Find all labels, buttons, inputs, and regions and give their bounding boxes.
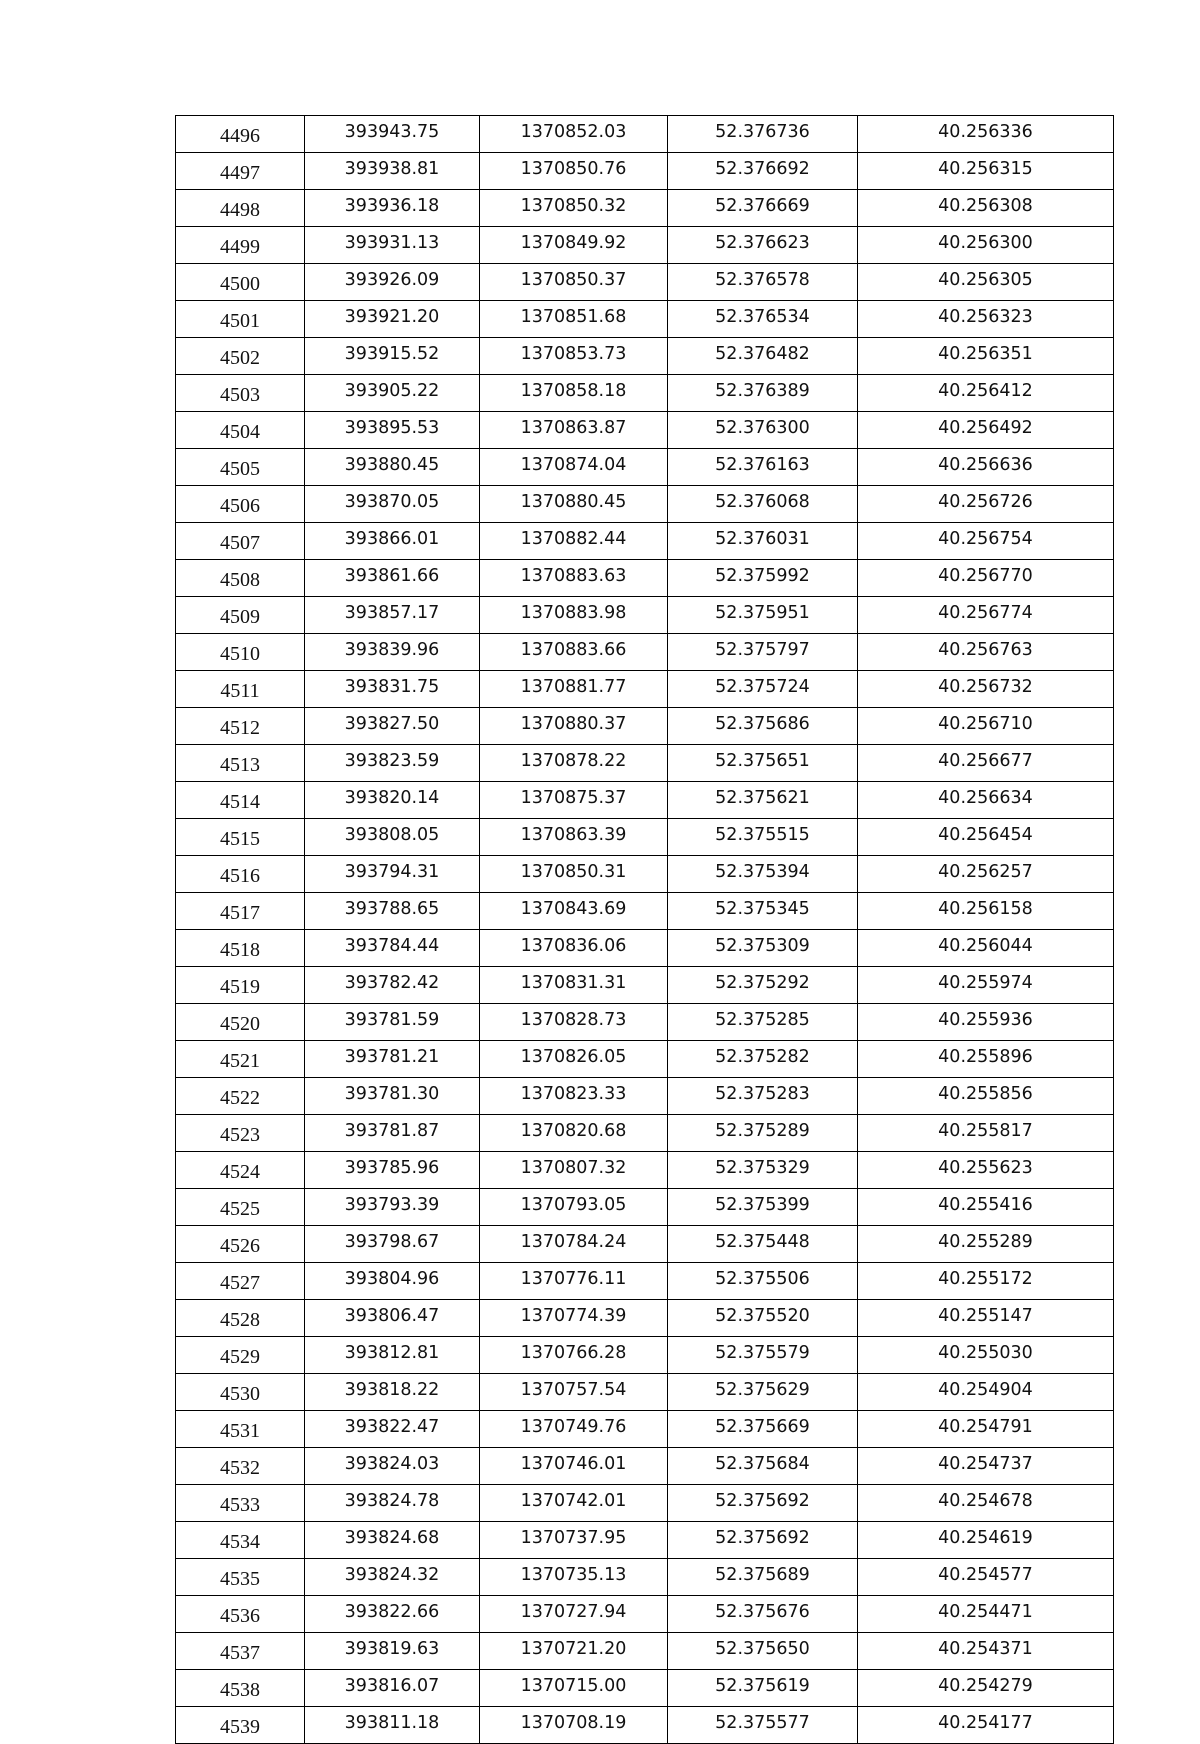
longitude-cell: 40.254791 xyxy=(858,1411,1114,1448)
longitude-cell: 40.255974 xyxy=(858,967,1114,1004)
latitude-cell: 52.375309 xyxy=(668,930,858,967)
latitude-cell: 52.375621 xyxy=(668,782,858,819)
y-coordinate-cell: 1370708.19 xyxy=(480,1707,668,1744)
latitude-cell: 52.375285 xyxy=(668,1004,858,1041)
y-coordinate-cell: 1370852.03 xyxy=(480,116,668,153)
longitude-cell: 40.254678 xyxy=(858,1485,1114,1522)
point-number-cell: 4524 xyxy=(176,1152,305,1189)
longitude-cell: 40.256323 xyxy=(858,301,1114,338)
longitude-cell: 40.256336 xyxy=(858,116,1114,153)
x-coordinate-cell: 393931.13 xyxy=(305,227,480,264)
y-coordinate-cell: 1370820.68 xyxy=(480,1115,668,1152)
longitude-cell: 40.256300 xyxy=(858,227,1114,264)
latitude-cell: 52.375520 xyxy=(668,1300,858,1337)
table-row xyxy=(176,671,1114,708)
table-row xyxy=(176,523,1114,560)
y-coordinate-cell: 1370880.45 xyxy=(480,486,668,523)
latitude-cell: 52.375629 xyxy=(668,1374,858,1411)
y-coordinate-cell: 1370843.69 xyxy=(480,893,668,930)
point-number-cell: 4538 xyxy=(176,1670,305,1707)
table-row xyxy=(176,782,1114,819)
longitude-cell: 40.254577 xyxy=(858,1559,1114,1596)
longitude-cell: 40.256774 xyxy=(858,597,1114,634)
x-coordinate-cell: 393839.96 xyxy=(305,634,480,671)
latitude-cell: 52.375394 xyxy=(668,856,858,893)
table-row xyxy=(176,1559,1114,1596)
longitude-cell: 40.254904 xyxy=(858,1374,1114,1411)
table-row xyxy=(176,1448,1114,1485)
table-row xyxy=(176,190,1114,227)
y-coordinate-cell: 1370746.01 xyxy=(480,1448,668,1485)
table-row xyxy=(176,856,1114,893)
latitude-cell: 52.376300 xyxy=(668,412,858,449)
longitude-cell: 40.255030 xyxy=(858,1337,1114,1374)
longitude-cell: 40.254619 xyxy=(858,1522,1114,1559)
latitude-cell: 52.376482 xyxy=(668,338,858,375)
y-coordinate-cell: 1370737.95 xyxy=(480,1522,668,1559)
latitude-cell: 52.375686 xyxy=(668,708,858,745)
longitude-cell: 40.256351 xyxy=(858,338,1114,375)
point-number-cell: 4510 xyxy=(176,634,305,671)
y-coordinate-cell: 1370858.18 xyxy=(480,375,668,412)
x-coordinate-cell: 393788.65 xyxy=(305,893,480,930)
table-row xyxy=(176,1633,1114,1670)
latitude-cell: 52.375650 xyxy=(668,1633,858,1670)
x-coordinate-cell: 393866.01 xyxy=(305,523,480,560)
point-number-cell: 4522 xyxy=(176,1078,305,1115)
x-coordinate-cell: 393938.81 xyxy=(305,153,480,190)
latitude-cell: 52.375579 xyxy=(668,1337,858,1374)
x-coordinate-cell: 393794.31 xyxy=(305,856,480,893)
y-coordinate-cell: 1370849.92 xyxy=(480,227,668,264)
latitude-cell: 52.375651 xyxy=(668,745,858,782)
latitude-cell: 52.375283 xyxy=(668,1078,858,1115)
table-row xyxy=(176,1041,1114,1078)
x-coordinate-cell: 393905.22 xyxy=(305,375,480,412)
y-coordinate-cell: 1370774.39 xyxy=(480,1300,668,1337)
table-row xyxy=(176,1152,1114,1189)
point-number-cell: 4499 xyxy=(176,227,305,264)
latitude-cell: 52.376534 xyxy=(668,301,858,338)
longitude-cell: 40.256636 xyxy=(858,449,1114,486)
point-number-cell: 4526 xyxy=(176,1226,305,1263)
latitude-cell: 52.375619 xyxy=(668,1670,858,1707)
y-coordinate-cell: 1370828.73 xyxy=(480,1004,668,1041)
point-number-cell: 4506 xyxy=(176,486,305,523)
y-coordinate-cell: 1370863.87 xyxy=(480,412,668,449)
y-coordinate-cell: 1370874.04 xyxy=(480,449,668,486)
longitude-cell: 40.256634 xyxy=(858,782,1114,819)
longitude-cell: 40.256763 xyxy=(858,634,1114,671)
latitude-cell: 52.376389 xyxy=(668,375,858,412)
latitude-cell: 52.375689 xyxy=(668,1559,858,1596)
point-number-cell: 4517 xyxy=(176,893,305,930)
y-coordinate-cell: 1370863.39 xyxy=(480,819,668,856)
table-row xyxy=(176,227,1114,264)
point-number-cell: 4512 xyxy=(176,708,305,745)
table-row xyxy=(176,375,1114,412)
table-row xyxy=(176,153,1114,190)
latitude-cell: 52.375282 xyxy=(668,1041,858,1078)
x-coordinate-cell: 393781.59 xyxy=(305,1004,480,1041)
longitude-cell: 40.255416 xyxy=(858,1189,1114,1226)
latitude-cell: 52.376068 xyxy=(668,486,858,523)
x-coordinate-cell: 393895.53 xyxy=(305,412,480,449)
latitude-cell: 52.375724 xyxy=(668,671,858,708)
x-coordinate-cell: 393943.75 xyxy=(305,116,480,153)
x-coordinate-cell: 393824.32 xyxy=(305,1559,480,1596)
table-row xyxy=(176,1078,1114,1115)
y-coordinate-cell: 1370850.32 xyxy=(480,190,668,227)
x-coordinate-cell: 393816.07 xyxy=(305,1670,480,1707)
x-coordinate-cell: 393812.81 xyxy=(305,1337,480,1374)
table-row xyxy=(176,819,1114,856)
longitude-cell: 40.256726 xyxy=(858,486,1114,523)
y-coordinate-cell: 1370851.68 xyxy=(480,301,668,338)
point-number-cell: 4502 xyxy=(176,338,305,375)
point-number-cell: 4507 xyxy=(176,523,305,560)
point-number-cell: 4511 xyxy=(176,671,305,708)
x-coordinate-cell: 393921.20 xyxy=(305,301,480,338)
point-number-cell: 4519 xyxy=(176,967,305,1004)
latitude-cell: 52.376578 xyxy=(668,264,858,301)
longitude-cell: 40.256315 xyxy=(858,153,1114,190)
latitude-cell: 52.375448 xyxy=(668,1226,858,1263)
latitude-cell: 52.375951 xyxy=(668,597,858,634)
y-coordinate-cell: 1370850.76 xyxy=(480,153,668,190)
latitude-cell: 52.375292 xyxy=(668,967,858,1004)
y-coordinate-cell: 1370749.76 xyxy=(480,1411,668,1448)
longitude-cell: 40.256710 xyxy=(858,708,1114,745)
table-row xyxy=(176,412,1114,449)
table-row xyxy=(176,1189,1114,1226)
longitude-cell: 40.255289 xyxy=(858,1226,1114,1263)
x-coordinate-cell: 393793.39 xyxy=(305,1189,480,1226)
table-row xyxy=(176,1115,1114,1152)
latitude-cell: 52.375289 xyxy=(668,1115,858,1152)
table-row xyxy=(176,634,1114,671)
x-coordinate-cell: 393831.75 xyxy=(305,671,480,708)
point-number-cell: 4505 xyxy=(176,449,305,486)
point-number-cell: 4528 xyxy=(176,1300,305,1337)
latitude-cell: 52.375692 xyxy=(668,1485,858,1522)
x-coordinate-cell: 393824.78 xyxy=(305,1485,480,1522)
point-number-cell: 4515 xyxy=(176,819,305,856)
longitude-cell: 40.254737 xyxy=(858,1448,1114,1485)
y-coordinate-cell: 1370883.98 xyxy=(480,597,668,634)
latitude-cell: 52.376736 xyxy=(668,116,858,153)
x-coordinate-cell: 393811.18 xyxy=(305,1707,480,1744)
y-coordinate-cell: 1370878.22 xyxy=(480,745,668,782)
table-row xyxy=(176,930,1114,967)
x-coordinate-cell: 393861.66 xyxy=(305,560,480,597)
table-row xyxy=(176,1300,1114,1337)
point-number-cell: 4501 xyxy=(176,301,305,338)
x-coordinate-cell: 393808.05 xyxy=(305,819,480,856)
latitude-cell: 52.375399 xyxy=(668,1189,858,1226)
x-coordinate-cell: 393784.44 xyxy=(305,930,480,967)
y-coordinate-cell: 1370880.37 xyxy=(480,708,668,745)
longitude-cell: 40.256257 xyxy=(858,856,1114,893)
point-number-cell: 4518 xyxy=(176,930,305,967)
point-number-cell: 4509 xyxy=(176,597,305,634)
table-row xyxy=(176,1596,1114,1633)
longitude-cell: 40.256492 xyxy=(858,412,1114,449)
point-number-cell: 4514 xyxy=(176,782,305,819)
x-coordinate-cell: 393857.17 xyxy=(305,597,480,634)
table-row xyxy=(176,1670,1114,1707)
latitude-cell: 52.375515 xyxy=(668,819,858,856)
x-coordinate-cell: 393870.05 xyxy=(305,486,480,523)
point-number-cell: 4508 xyxy=(176,560,305,597)
y-coordinate-cell: 1370715.00 xyxy=(480,1670,668,1707)
latitude-cell: 52.376163 xyxy=(668,449,858,486)
longitude-cell: 40.256412 xyxy=(858,375,1114,412)
longitude-cell: 40.256677 xyxy=(858,745,1114,782)
point-number-cell: 4525 xyxy=(176,1189,305,1226)
y-coordinate-cell: 1370735.13 xyxy=(480,1559,668,1596)
table-row xyxy=(176,338,1114,375)
longitude-cell: 40.256158 xyxy=(858,893,1114,930)
x-coordinate-cell: 393782.42 xyxy=(305,967,480,1004)
longitude-cell: 40.256770 xyxy=(858,560,1114,597)
table-row xyxy=(176,708,1114,745)
longitude-cell: 40.254471 xyxy=(858,1596,1114,1633)
x-coordinate-cell: 393820.14 xyxy=(305,782,480,819)
y-coordinate-cell: 1370793.05 xyxy=(480,1189,668,1226)
table-row xyxy=(176,1226,1114,1263)
y-coordinate-cell: 1370784.24 xyxy=(480,1226,668,1263)
y-coordinate-cell: 1370883.66 xyxy=(480,634,668,671)
point-number-cell: 4532 xyxy=(176,1448,305,1485)
longitude-cell: 40.256308 xyxy=(858,190,1114,227)
point-number-cell: 4520 xyxy=(176,1004,305,1041)
table-row xyxy=(176,1485,1114,1522)
y-coordinate-cell: 1370721.20 xyxy=(480,1633,668,1670)
x-coordinate-cell: 393822.47 xyxy=(305,1411,480,1448)
coordinates-table xyxy=(175,115,1114,1744)
x-coordinate-cell: 393824.03 xyxy=(305,1448,480,1485)
x-coordinate-cell: 393781.87 xyxy=(305,1115,480,1152)
table-row xyxy=(176,560,1114,597)
y-coordinate-cell: 1370850.37 xyxy=(480,264,668,301)
y-coordinate-cell: 1370766.28 xyxy=(480,1337,668,1374)
latitude-cell: 52.375692 xyxy=(668,1522,858,1559)
point-number-cell: 4521 xyxy=(176,1041,305,1078)
latitude-cell: 52.375992 xyxy=(668,560,858,597)
table-row xyxy=(176,1707,1114,1744)
table-row xyxy=(176,1004,1114,1041)
x-coordinate-cell: 393827.50 xyxy=(305,708,480,745)
longitude-cell: 40.255896 xyxy=(858,1041,1114,1078)
x-coordinate-cell: 393926.09 xyxy=(305,264,480,301)
table-row xyxy=(176,745,1114,782)
y-coordinate-cell: 1370875.37 xyxy=(480,782,668,819)
x-coordinate-cell: 393781.30 xyxy=(305,1078,480,1115)
x-coordinate-cell: 393806.47 xyxy=(305,1300,480,1337)
y-coordinate-cell: 1370850.31 xyxy=(480,856,668,893)
point-number-cell: 4527 xyxy=(176,1263,305,1300)
x-coordinate-cell: 393781.21 xyxy=(305,1041,480,1078)
point-number-cell: 4530 xyxy=(176,1374,305,1411)
table-row xyxy=(176,893,1114,930)
point-number-cell: 4531 xyxy=(176,1411,305,1448)
latitude-cell: 52.375684 xyxy=(668,1448,858,1485)
point-number-cell: 4539 xyxy=(176,1707,305,1744)
point-number-cell: 4523 xyxy=(176,1115,305,1152)
table-row xyxy=(176,1374,1114,1411)
table-row xyxy=(176,967,1114,1004)
x-coordinate-cell: 393936.18 xyxy=(305,190,480,227)
longitude-cell: 40.255623 xyxy=(858,1152,1114,1189)
point-number-cell: 4500 xyxy=(176,264,305,301)
latitude-cell: 52.375577 xyxy=(668,1707,858,1744)
longitude-cell: 40.256044 xyxy=(858,930,1114,967)
point-number-cell: 4516 xyxy=(176,856,305,893)
latitude-cell: 52.376669 xyxy=(668,190,858,227)
latitude-cell: 52.375329 xyxy=(668,1152,858,1189)
table-row xyxy=(176,1522,1114,1559)
latitude-cell: 52.376623 xyxy=(668,227,858,264)
y-coordinate-cell: 1370807.32 xyxy=(480,1152,668,1189)
y-coordinate-cell: 1370882.44 xyxy=(480,523,668,560)
point-number-cell: 4504 xyxy=(176,412,305,449)
longitude-cell: 40.256732 xyxy=(858,671,1114,708)
point-number-cell: 4533 xyxy=(176,1485,305,1522)
longitude-cell: 40.256454 xyxy=(858,819,1114,856)
y-coordinate-cell: 1370776.11 xyxy=(480,1263,668,1300)
x-coordinate-cell: 393823.59 xyxy=(305,745,480,782)
y-coordinate-cell: 1370727.94 xyxy=(480,1596,668,1633)
latitude-cell: 52.375676 xyxy=(668,1596,858,1633)
point-number-cell: 4503 xyxy=(176,375,305,412)
longitude-cell: 40.255147 xyxy=(858,1300,1114,1337)
point-number-cell: 4496 xyxy=(176,116,305,153)
longitude-cell: 40.255936 xyxy=(858,1004,1114,1041)
x-coordinate-cell: 393785.96 xyxy=(305,1152,480,1189)
x-coordinate-cell: 393822.66 xyxy=(305,1596,480,1633)
table-row xyxy=(176,1411,1114,1448)
point-number-cell: 4536 xyxy=(176,1596,305,1633)
y-coordinate-cell: 1370836.06 xyxy=(480,930,668,967)
point-number-cell: 4513 xyxy=(176,745,305,782)
x-coordinate-cell: 393915.52 xyxy=(305,338,480,375)
longitude-cell: 40.254177 xyxy=(858,1707,1114,1744)
table-row xyxy=(176,1337,1114,1374)
table-row xyxy=(176,116,1114,153)
table-row xyxy=(176,597,1114,634)
latitude-cell: 52.376031 xyxy=(668,523,858,560)
latitude-cell: 52.375506 xyxy=(668,1263,858,1300)
longitude-cell: 40.254371 xyxy=(858,1633,1114,1670)
coordinates-table-body xyxy=(176,116,1114,1744)
point-number-cell: 4497 xyxy=(176,153,305,190)
table-row xyxy=(176,1263,1114,1300)
x-coordinate-cell: 393824.68 xyxy=(305,1522,480,1559)
x-coordinate-cell: 393818.22 xyxy=(305,1374,480,1411)
y-coordinate-cell: 1370883.63 xyxy=(480,560,668,597)
table-row xyxy=(176,486,1114,523)
longitude-cell: 40.255856 xyxy=(858,1078,1114,1115)
longitude-cell: 40.254279 xyxy=(858,1670,1114,1707)
longitude-cell: 40.255817 xyxy=(858,1115,1114,1152)
y-coordinate-cell: 1370757.54 xyxy=(480,1374,668,1411)
point-number-cell: 4534 xyxy=(176,1522,305,1559)
longitude-cell: 40.256305 xyxy=(858,264,1114,301)
latitude-cell: 52.375669 xyxy=(668,1411,858,1448)
y-coordinate-cell: 1370742.01 xyxy=(480,1485,668,1522)
longitude-cell: 40.256754 xyxy=(858,523,1114,560)
x-coordinate-cell: 393819.63 xyxy=(305,1633,480,1670)
point-number-cell: 4498 xyxy=(176,190,305,227)
y-coordinate-cell: 1370831.31 xyxy=(480,967,668,1004)
table-row xyxy=(176,449,1114,486)
latitude-cell: 52.375797 xyxy=(668,634,858,671)
latitude-cell: 52.375345 xyxy=(668,893,858,930)
latitude-cell: 52.376692 xyxy=(668,153,858,190)
x-coordinate-cell: 393798.67 xyxy=(305,1226,480,1263)
y-coordinate-cell: 1370826.05 xyxy=(480,1041,668,1078)
longitude-cell: 40.255172 xyxy=(858,1263,1114,1300)
table-row xyxy=(176,301,1114,338)
y-coordinate-cell: 1370823.33 xyxy=(480,1078,668,1115)
point-number-cell: 4529 xyxy=(176,1337,305,1374)
table-row xyxy=(176,264,1114,301)
point-number-cell: 4535 xyxy=(176,1559,305,1596)
x-coordinate-cell: 393804.96 xyxy=(305,1263,480,1300)
y-coordinate-cell: 1370853.73 xyxy=(480,338,668,375)
point-number-cell: 4537 xyxy=(176,1633,305,1670)
x-coordinate-cell: 393880.45 xyxy=(305,449,480,486)
y-coordinate-cell: 1370881.77 xyxy=(480,671,668,708)
